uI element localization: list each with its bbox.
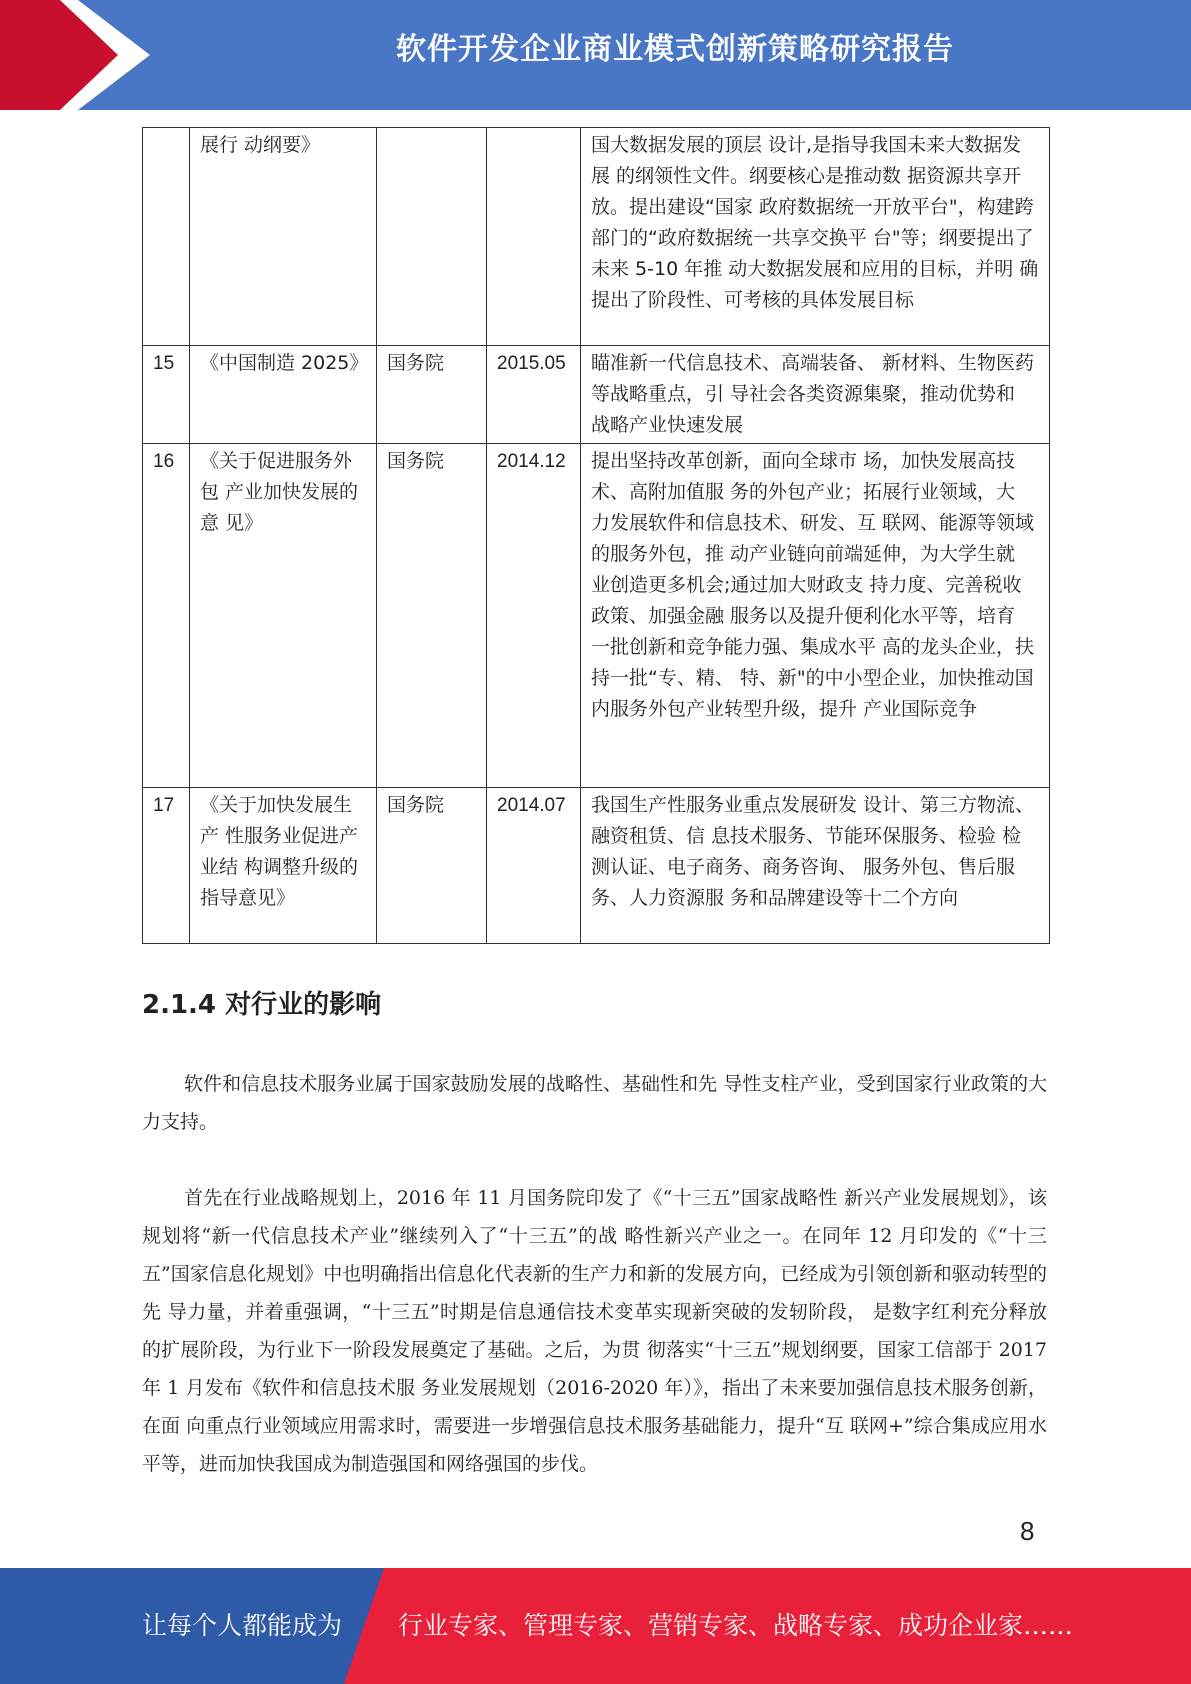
footer-slogan-right: 行业专家、管理专家、营销专家、战略专家、成功企业家…… — [398, 1611, 1074, 1640]
policy-table — [142, 127, 1050, 944]
issuer: 国务院 — [377, 444, 487, 788]
page-header — [0, 0, 1191, 110]
policy-name: 展行 动纲要》 — [190, 128, 377, 346]
footer-slogan-left: 让每个人都能成为 — [142, 1611, 343, 1640]
body-paragraph: 软件和信息技术服务业属于国家鼓励发展的战略性、基础性和先 导性支柱产业，受到国家行业政策的大力支持。 — [142, 1073, 1047, 1133]
issue-date: 2015.05 — [487, 346, 581, 444]
policy-name: 《中国制造 2025》 — [190, 346, 377, 444]
table-row — [143, 444, 1050, 788]
page-number: 8 — [1020, 1516, 1035, 1546]
policy-content: 国大数据发展的顶层 设计,是指导我国未来大数据发展 的纲领性文件。纲要核心是推动数 据资源共享开放。提出建设“国家 政府数据统一开放平台"，构建跨 部门的“政府数据统一共享交换平 台"等；纲要提出了未来 5-10 年推 动大数据发展和应用的目标，并明 确提出了阶段性、可考核的具体发展目标 — [581, 128, 1050, 346]
policy-content: 我国生产性服务业重点发展研发 设计、第三方物流、融资租赁、信 息技术服务、节能环保服务、检验 检测认证、电子商务、商务咨询、 服务外包、售后服务、人力资源服 务和品牌建设等十二个方向 — [581, 788, 1050, 944]
section-heading: 2.1.4 对行业的影响 — [142, 990, 382, 1020]
policy-name: 《关于促进服务外包 产业加快发展的意 见》 — [190, 444, 377, 788]
table-row — [143, 346, 1050, 444]
body-paragraph: 首先在行业战略规划上，2016 年 11 月国务院印发了《“十三五”国家战略性 新兴产业发展规划》，该规划将“新一代信息技术产业”继续列入了“十三五”的战 略性新兴产业之一。在同年 12 月印发的《“十三五”国家信息化规划》中也明确指出信息化代表新的生产力和新的发展方向，已经成为引领创新和驱动转型的先 导力量，并着重强调，“十三五”时期是信息通信技术变革实现新突破的发轫阶段， 是数字红利充分释放的扩展阶段，为行业下一阶段发展奠定了基础。之后，为贯 彻落实“十三五”规划纲要，国家工信部于 2017 年 1 月发布《软件和信息技术服 务业发展规划（2016-2020 年）》，指出了未来要加强信息技术服务创新，在面 向重点行业领域应用需求时，需要进一步增强信息技术服务基础能力，提升“互 联网+”综合集成应用水平等，进而加快我国成为制造强国和网络强国的步伐。 — [142, 1187, 1047, 1475]
policy-content: 提出坚持改革创新，面向全球市 场，加快发展高技术、高附加值服 务的外包产业；拓展行业领域，大 力发展软件和信息技术、研发、互 联网、能源等领域的服务外包，推 动产业链向前端延伸，为大学生就 业创造更多机会;通过加大财政支 持力度、完善税收政策、加强金融 服务以及提升便利化水平等，培育 一批创新和竞争能力强、集成水平 高的龙头企业，扶持一批“专、精、 特、新"的中小型企业，加快推动国内服务外包产业转型升级，提升 产业国际竞争 — [581, 444, 1050, 788]
issue-date — [487, 128, 581, 346]
table-row — [143, 788, 1050, 944]
policy-name: 《关于加快发展生产 性服务业促进产业结 构调整升级的指导意见》 — [190, 788, 377, 944]
chevron-logo-icon — [0, 0, 150, 110]
policy-content: 瞄准新一代信息技术、高端装备、 新材料、生物医药等战略重点，引 导社会各类资源集聚，推动优势和 战略产业快速发展 — [581, 346, 1050, 444]
page-footer — [0, 1568, 1191, 1684]
issuer: 国务院 — [377, 346, 487, 444]
row-number: 15 — [143, 346, 190, 444]
issuer — [377, 128, 487, 346]
issue-date: 2014.07 — [487, 788, 581, 944]
row-number — [143, 128, 190, 346]
report-title: 软件开发企业商业模式创新策略研究报告 — [396, 32, 954, 67]
issue-date: 2014.12 — [487, 444, 581, 788]
table-row — [143, 128, 1050, 346]
row-number: 17 — [143, 788, 190, 944]
issuer: 国务院 — [377, 788, 487, 944]
row-number: 16 — [143, 444, 190, 788]
